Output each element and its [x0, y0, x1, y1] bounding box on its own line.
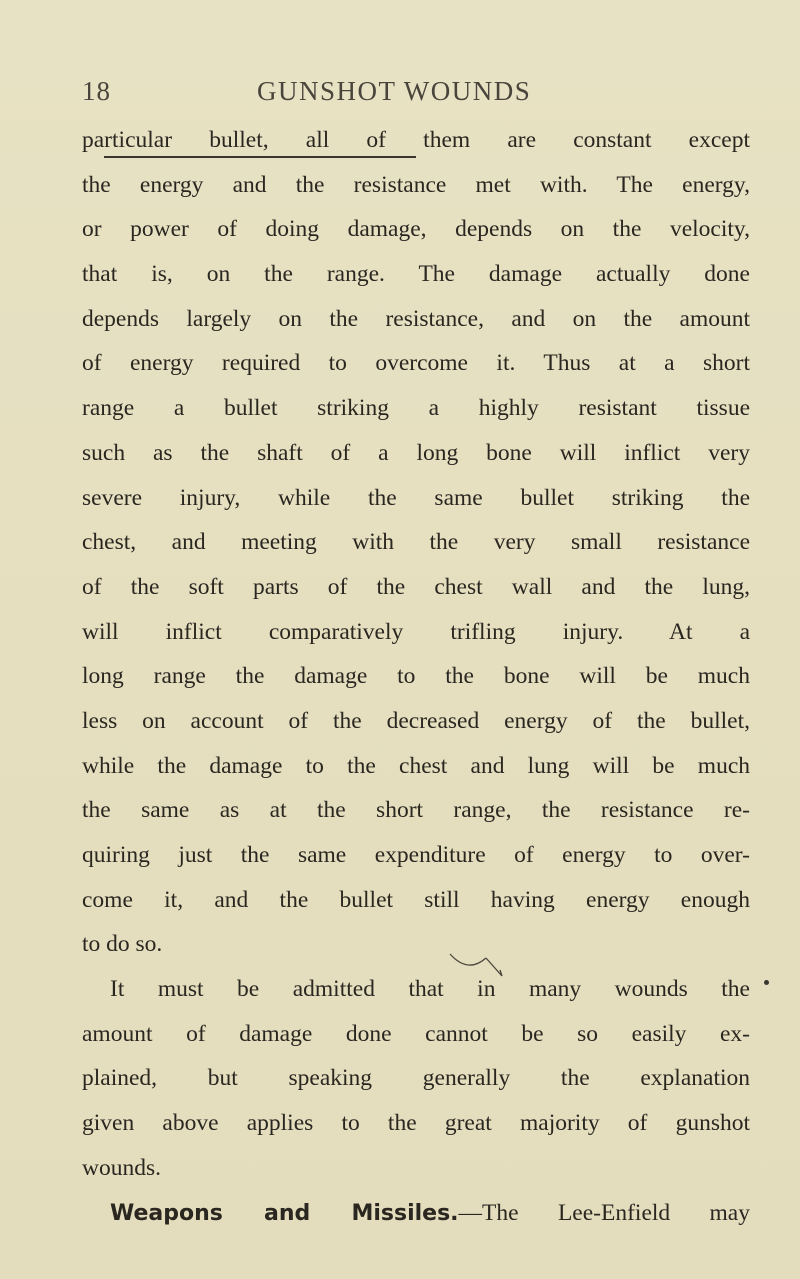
- text-line: the energy and the resistance met with. The energy,: [82, 171, 750, 198]
- section-text: —The Lee-Enfield may: [458, 1199, 750, 1226]
- text-line: wounds.: [82, 1154, 161, 1181]
- section-heading: Weapons and Missiles.: [110, 1200, 459, 1226]
- page-number: 18: [82, 76, 111, 106]
- text-line: will inflict comparatively trifling injury. At a: [82, 618, 750, 645]
- text-line: such as the shaft of a long bone will inflict very: [82, 439, 750, 466]
- text-line: given above applies to the great majority of gunshot: [82, 1110, 750, 1137]
- text-line: the same as at the short range, the resistance re-: [82, 797, 750, 824]
- text-line: plained, but speaking generally the explanation: [82, 1065, 750, 1092]
- text-line: of the soft parts of the chest wall and the lung,: [82, 573, 750, 600]
- margin-dot: [764, 980, 769, 985]
- text-line: of energy required to overcome it. Thus at a short: [82, 350, 750, 377]
- text-line: chest, and meeting with the very small resistance: [82, 529, 750, 556]
- text-line: while the damage to the chest and lung will be much: [82, 752, 750, 779]
- page-header: [82, 76, 722, 116]
- pencil-underline: [104, 156, 416, 158]
- body-text: [82, 118, 750, 1235]
- text-line: to do so.: [82, 931, 163, 958]
- text-line: or power of doing damage, depends on the velocity,: [82, 216, 750, 243]
- text-line: depends largely on the resistance, and on the amount: [82, 305, 750, 332]
- text-line: come it, and the bullet still having energy enough: [82, 886, 750, 913]
- running-head: GUNSHOT WOUNDS: [257, 76, 532, 106]
- text-line: It must be admitted that in many wounds the: [110, 976, 750, 1003]
- text-line: range a bullet striking a highly resistant tissue: [82, 395, 750, 422]
- text-line: severe injury, while the same bullet striking the: [82, 484, 750, 511]
- pencil-caret-mark: [448, 952, 508, 980]
- text-line: less on account of the decreased energy of the bullet,: [82, 707, 750, 734]
- text-line: quiring just the same expenditure of energy to over-: [82, 842, 750, 868]
- text-line: that is, on the range. The damage actually done: [82, 261, 750, 288]
- section-line: [82, 1191, 750, 1236]
- text-line: long range the damage to the bone will be much: [82, 663, 750, 690]
- text-line: particular bullet, all of them are constant except: [82, 127, 750, 153]
- text-line: amount of damage done cannot be so easily ex-: [82, 1020, 750, 1047]
